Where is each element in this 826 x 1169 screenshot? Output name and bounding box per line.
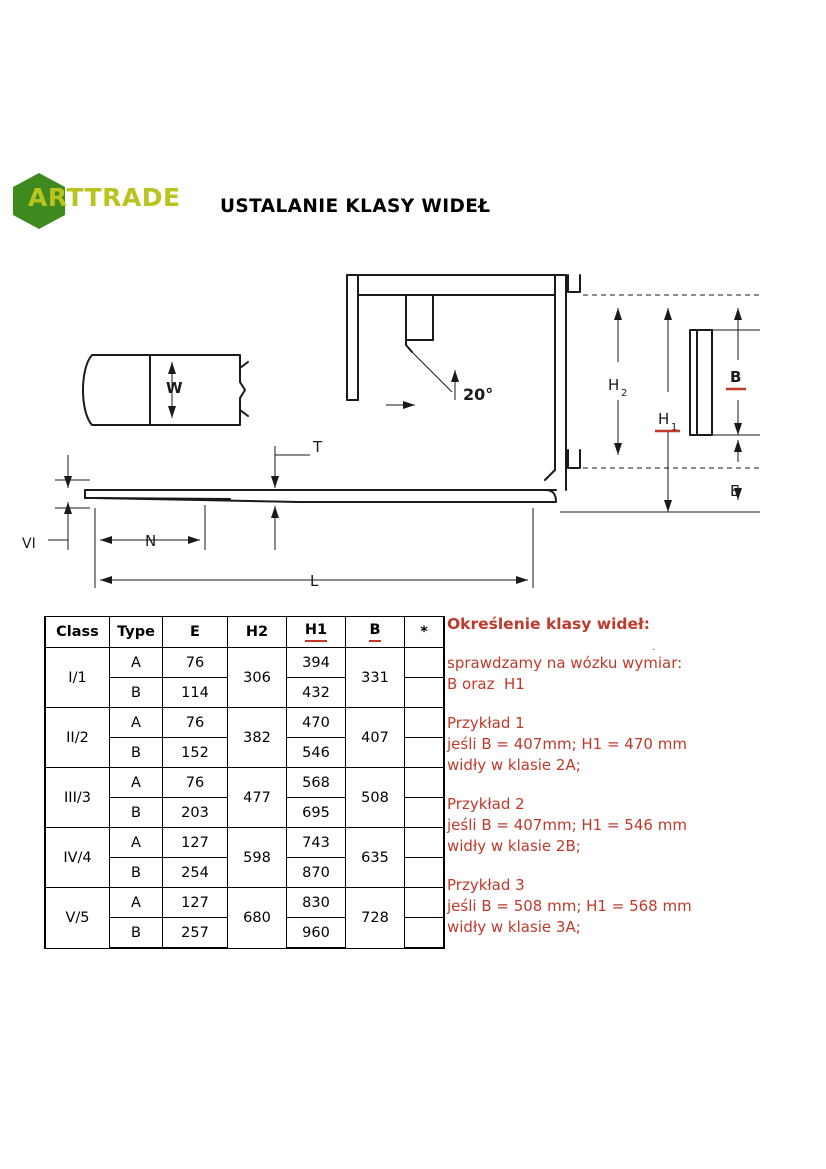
cell-class: III/3 — [45, 768, 110, 828]
cell-h1: 432 — [287, 678, 346, 708]
example-1-line1: jeśli B = 407mm; H1 = 470 mm — [447, 735, 687, 753]
table-header-row — [45, 617, 444, 648]
cell-star — [405, 678, 445, 708]
th-class: Class — [45, 617, 110, 648]
cell-type: B — [110, 738, 163, 768]
example-2-title: Przykład 2 — [447, 795, 525, 813]
example-1 — [447, 713, 787, 776]
cell-h2: 680 — [228, 888, 287, 949]
cell-type: B — [110, 678, 163, 708]
label-n: N — [145, 532, 157, 550]
cell-type: A — [110, 648, 163, 678]
notes-heading: Określenie klasy wideł: — [447, 615, 650, 633]
cell-type: B — [110, 798, 163, 828]
cell-class: V/5 — [45, 888, 110, 949]
cell-h1: 470 — [287, 708, 346, 738]
cell-e: 127 — [163, 828, 228, 858]
cell-class: I/1 — [45, 648, 110, 708]
cell-type: B — [110, 858, 163, 888]
cell-h2: 598 — [228, 828, 287, 888]
notes-intro-line1: sprawdzamy na wózku wymiar: — [447, 654, 683, 672]
cell-e: 152 — [163, 738, 228, 768]
cell-e: 257 — [163, 918, 228, 949]
cell-star — [405, 798, 445, 828]
label-h1: H — [658, 410, 670, 428]
cell-h1: 830 — [287, 888, 346, 918]
cell-h1: 695 — [287, 798, 346, 828]
cell-type: B — [110, 918, 163, 949]
cell-star — [405, 648, 445, 678]
cell-b: 635 — [346, 828, 405, 888]
cell-h1: 743 — [287, 828, 346, 858]
table-row — [45, 828, 444, 858]
cell-b: 508 — [346, 768, 405, 828]
label-t: T — [313, 438, 323, 456]
cell-star — [405, 888, 445, 918]
cell-star — [405, 708, 445, 738]
label-h1-sub: 1 — [671, 422, 678, 433]
th-type: Type — [110, 617, 163, 648]
cell-b: 407 — [346, 708, 405, 768]
th-h2: H2 — [228, 617, 287, 648]
notes-intro-line2: B oraz H1 — [447, 675, 525, 693]
example-3-line2: widły w klasie 3A; — [447, 918, 581, 936]
cell-h2: 382 — [228, 708, 287, 768]
cell-h1: 546 — [287, 738, 346, 768]
cell-e: 203 — [163, 798, 228, 828]
class-determination-notes — [447, 614, 787, 938]
cell-b: 728 — [346, 888, 405, 949]
example-3 — [447, 875, 787, 938]
cell-star — [405, 918, 445, 949]
cell-h1: 960 — [287, 918, 346, 949]
cell-e: 76 — [163, 768, 228, 798]
cell-class: IV/4 — [45, 828, 110, 888]
fork-class-table — [44, 616, 445, 949]
cell-e: 114 — [163, 678, 228, 708]
notes-intro — [447, 653, 787, 695]
example-3-line1: jeśli B = 508 mm; H1 = 568 mm — [447, 897, 692, 915]
company-logo — [10, 170, 181, 232]
label-e: E — [730, 482, 740, 500]
cell-star — [405, 738, 445, 768]
cell-e: 127 — [163, 888, 228, 918]
cell-e: 254 — [163, 858, 228, 888]
table-row — [45, 888, 444, 918]
label-h2: H — [608, 376, 620, 394]
cell-h1: 394 — [287, 648, 346, 678]
label-b: B — [730, 368, 742, 386]
example-1-title: Przykład 1 — [447, 714, 525, 732]
label-w: W — [166, 379, 183, 397]
example-1-line2: widły w klasie 2A; — [447, 756, 581, 774]
table-row — [45, 768, 444, 798]
label-h2-sub: 2 — [621, 388, 628, 399]
example-3-title: Przykład 3 — [447, 876, 525, 894]
th-star: * — [405, 617, 445, 648]
cell-h1: 568 — [287, 768, 346, 798]
stray-mark: · — [652, 645, 656, 656]
table-row — [45, 708, 444, 738]
page-title: USTALANIE KLASY WIDEŁ — [220, 196, 491, 217]
cell-star — [405, 828, 445, 858]
cell-type: A — [110, 768, 163, 798]
cell-h2: 306 — [228, 648, 287, 708]
cell-h1: 870 — [287, 858, 346, 888]
label-angle: 20° — [463, 385, 494, 404]
cell-star — [405, 858, 445, 888]
th-e: E — [163, 617, 228, 648]
fork-dimension-diagram — [0, 250, 826, 600]
cell-type: A — [110, 708, 163, 738]
cell-e: 76 — [163, 708, 228, 738]
label-vi: VI — [22, 536, 36, 552]
cell-h2: 477 — [228, 768, 287, 828]
cell-b: 331 — [346, 648, 405, 708]
label-l: L — [310, 572, 319, 590]
example-2-line2: widły w klasie 2B; — [447, 837, 581, 855]
logo-text: ARTTRADE — [28, 183, 181, 212]
th-b: B — [346, 617, 405, 648]
cell-class: II/2 — [45, 708, 110, 768]
table-row — [45, 648, 444, 678]
cell-e: 76 — [163, 648, 228, 678]
cell-type: A — [110, 888, 163, 918]
th-h1: H1 — [287, 617, 346, 648]
example-2 — [447, 794, 787, 857]
example-2-line1: jeśli B = 407mm; H1 = 546 mm — [447, 816, 687, 834]
cell-type: A — [110, 828, 163, 858]
cell-star — [405, 768, 445, 798]
